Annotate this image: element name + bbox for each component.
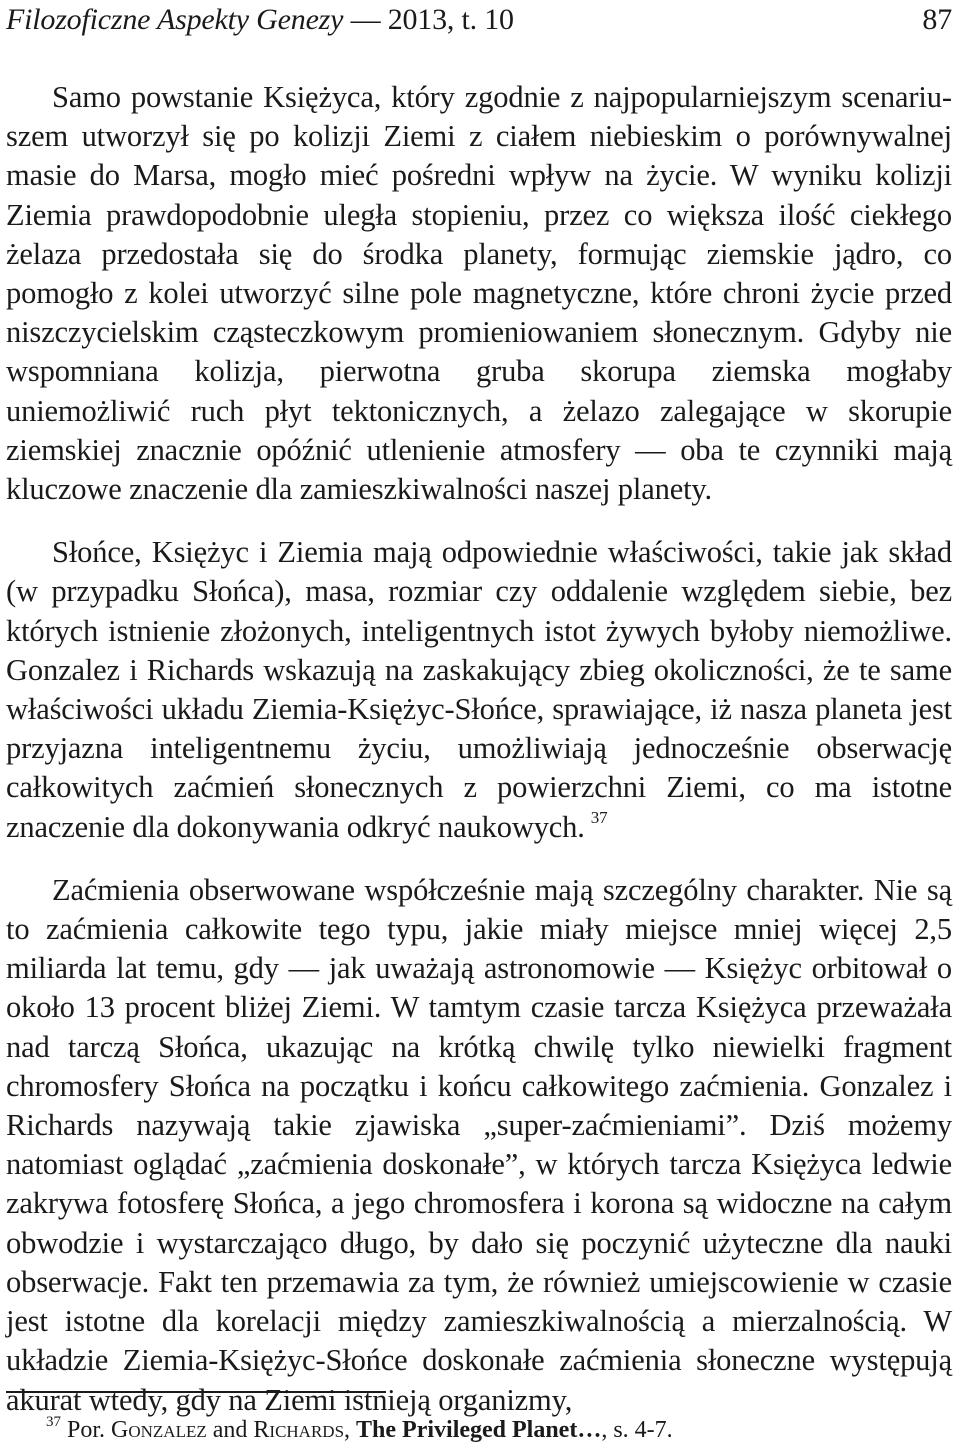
footnote-author-2: Richards (253, 1417, 345, 1443)
body-text (6, 78, 952, 1420)
footnote (46, 1415, 673, 1445)
header-dash: — (343, 3, 388, 36)
footnote-author-1: Gonzalez (111, 1417, 207, 1443)
journal-name: Filozoficzne Aspekty Genezy (6, 3, 344, 36)
page-number: 87 (922, 3, 952, 36)
paragraph: Zaćmienia obserwowane współcześnie mają szczególny charakter. Nie są to zaćmienia całkowite tego typu, jakie miały miejsce mniej więcej 2,5 miliarda lat temu, gdy — jak uważają astronomowie — Księżyc orbitował o około 13 procent bliżej Ziemi. W tamtym czasie tarcza Księżyca przeważała nad tarczą Słońca, ukazując na krótką chwilę tylko niewielki fragment chromosfery Słońca na początku i końcu całkowitego zaćmienia. Gonzalez i Richards nazywają takie zjawiska „super-zaćmieniami”. Dziś możemy natomiast oglądać „zaćmienia doskonałe”, w których tarcza Księżyca ledwie zakrywa fotosferę Słońca, a jego chromosfera i korona są widoczne na całym obwodzie i wystarczająco długo, by dało się poczynić użyteczne dla nauki obserwacje. Fakt ten przemawia za tym, że również umiejscowienie w czasie jest istotne dla korelacji między zamieszkiwalnością a mierzalnością. W układzie Ziemia-Księżyc-Słońce doskonałe zaćmienia słoneczne występują akurat wtedy, gdy na Ziemi istnieją organizmy, (6, 872, 952, 1417)
footnote-conjunction: and (206, 1417, 254, 1443)
paragraph-with-footnote (6, 533, 952, 847)
paragraph: Samo powstanie Księżyca, który zgodnie z najpopularniejszym scenariuszem utworzył się po kolizji Ziemi z ciałem niebieskim o porównywalnej masie do Marsa, mogło mieć pośredni wpływ na życie. W wyniku kolizji Ziemia prawdopodobnie uległa stopieniu, przez co większa ilość ciekłego żelaza przedostała się do środka planety, formując ziemskie jądro, co pomogło z kolei utworzyć silne pole magnetyczne, które chroni życie przed niszczycielskim cząsteczkowym promieniowaniem słonecznym. Gdyby nie wspomniana kolizja, pierwotna gruba skorupa ziemska mogłaby uniemożliwić ruch płyt tektonicznych, a żelazo zalegające w skorupie ziemskiej znacznie opóźnić utlenienie atmosfery — oba te czynniki mają kluczowe znaczenie dla zamieszkiwalności naszej planety. (6, 80, 952, 507)
paragraph-text: Słońce, Księżyc i Ziemia mają odpowiednie właściwości, takie jak skład (w przypadku Słońca), masa, rozmiar czy oddalenie względem siebie, bez których istnienie złożonych, inteligentnych istot żywych byłoby niemożliwe. Gonzalez i Richards wskazują na zaskakujący zbieg okoliczności, że te same właściwości układu Ziemia-Księżyc-Słońce, sprawiające, iż nasza planeta jest przyjazna inteligentnemu życiu, umożliwiają jednocześnie obserwację całkowitych zaćmień słonecznych z powierzchni Ziemi, co ma istotne znaczenie dla dokonywania odkryć naukowych. (6, 535, 952, 844)
footnote-prefix: Por. (67, 1417, 112, 1443)
journal-issue: 2013, t. 10 (387, 3, 514, 36)
running-header (6, 0, 952, 38)
footnote-separator (6, 1391, 386, 1393)
footnote-reference[interactable]: 37 (590, 807, 608, 827)
footnote-separator-text: , (344, 1417, 357, 1443)
footnote-pages: , s. 4-7. (601, 1417, 673, 1443)
footnote-book-title: The Privileged Planet… (356, 1417, 602, 1443)
footnote-number: 37 (46, 1414, 61, 1430)
journal-citation (6, 2, 514, 38)
